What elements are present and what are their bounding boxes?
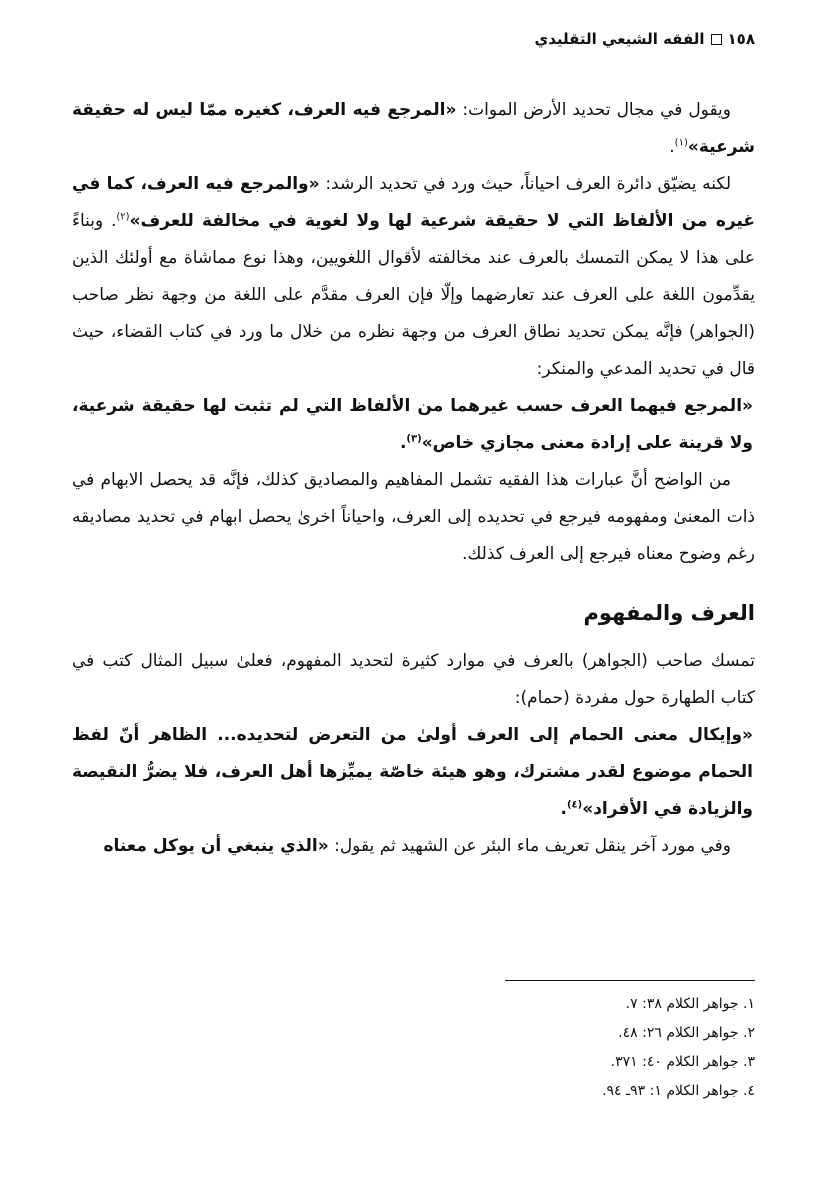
quote-text: «الذي ينبغي أن يوكل معناه bbox=[103, 836, 329, 856]
quote-text: «وإيكال معنى الحمام إلى العرف أولىٰ من التعرض لتحديده... الظاهر أنّ لفظ الحمام موضوع لقدر مشترك، وهو هيئة خاصّة يميِّزها أهل العرف، فلا يضرُّ النقيصة والزيادة في الأفراد» bbox=[72, 725, 753, 819]
quote-text: «والمرجع فيه العرف، كما في غيره من الألفاظ التي لا حقيقة شرعية لها ولا لغوية في مخالفة للعرف» bbox=[72, 174, 755, 231]
footnote-item: ٢. جواهر الكلام ٢٦: ٤٨. bbox=[618, 1025, 755, 1041]
paragraph-text: ويقول في مجال تحديد الأرض الموات: bbox=[456, 100, 731, 120]
footnote-ref-4: (٤) bbox=[566, 799, 583, 811]
paragraph-text: وبناءً على هذا لا يمكن التمسك بالعرف عند مخالفته لأقوال اللغويين، وهذا نوع مماشاة مع أولئك الذين يقدِّمون اللغة على العرف عند تعارضهما وإلّا فإن العرف مقدَّم على اللغة من وجهة نظر صاحب (الجواهر) فإنَّه يمكن تحديد نطاق العرف من وجهة نظره من خلال ما ورد في كتاب القضاء، حيث قال في تحديد المدعي والمنكر: bbox=[72, 211, 755, 379]
paragraph-dead-land: ويقول في مجال تحديد الأرض الموات: «المرجع فيه العرف، كغيره ممّا ليس له حقيقة شرعية»$^{(١)}$. bbox=[72, 100, 755, 157]
page-number: ١٥٨ bbox=[727, 30, 755, 48]
footnote-ref-1: (١) bbox=[674, 137, 688, 149]
quote-text: «المرجع فيهما العرف حسب غيرهما من الألفاظ التي لم تثبت لها حقيقة شرعية، ولا قرينة على إرادة معنى مجازي خاص» bbox=[72, 396, 753, 453]
footnote-item: ٤. جواهر الكلام ١: ٩٣ـ ٩٤. bbox=[602, 1083, 755, 1099]
section-heading: العرف والمفهوم bbox=[583, 601, 755, 625]
running-header bbox=[70, 30, 755, 48]
paragraph-hammam: تمسك صاحب (الجواهر) بالعرف في موارد كثيرة لتحديد المفهوم، فعلىٰ سبيل المثال كتب في كتاب الطهارة حول مفردة (حمام): bbox=[72, 651, 755, 708]
paragraph-text: لكنه يضيّق دائرة العرف احياناً، حيث ورد في تحديد الرشد: bbox=[319, 174, 731, 194]
header-square-ornament bbox=[711, 34, 722, 45]
paragraph-text: وفي مورد آخر ينقل تعريف ماء البئر عن الشهيد ثم يقول: bbox=[328, 836, 731, 856]
footnote-ref-3: (٣) bbox=[406, 433, 422, 445]
block-quote-hammam: «وإيكال معنى الحمام إلى العرف أولىٰ من التعرض لتحديده... الظاهر أنّ لفظ الحمام موضوع لقدر مشترك، وهو هيئة خاصّة يميِّزها أهل العرف، فلا يضرُّ النقيصة والزيادة في الأفراد»$^{(٤)}$. bbox=[72, 725, 753, 819]
block-quote-judiciary: «المرجع فيهما العرف حسب غيرهما من الألفاظ التي لم تثبت لها حقيقة شرعية، ولا قرينة على إرادة معنى مجازي خاص»$^{(٣)}$. bbox=[72, 396, 753, 453]
footnote-ref-2: (٢) bbox=[116, 211, 130, 223]
paragraph-well-water bbox=[72, 828, 755, 865]
footnotes-list bbox=[72, 990, 755, 1106]
page-body bbox=[72, 92, 755, 865]
quote-text: «المرجع فيه العرف، كغيره ممّا ليس له حقيقة شرعية» bbox=[72, 100, 755, 157]
footnote-item: ١. جواهر الكلام ٣٨: ٧. bbox=[625, 996, 755, 1012]
footnote-separator bbox=[505, 980, 755, 981]
paragraph-rushd: لكنه يضيّق دائرة العرف احياناً، حيث ورد في تحديد الرشد: «والمرجع فيه العرف، كما في غيره من الألفاظ التي لا حقيقة شرعية لها ولا لغوية في مخالفة للعرف»$^{(٢)}$. وبناءً على هذا لا يمكن التمسك بالعرف عند مخالفته لأقوال اللغويين، وهذا نوع مماشاة مع أولئك الذين يقدِّمون اللغة على العرف عند تعارضهما وإلّا فإن العرف مقدَّم على اللغة من وجهة نظر صاحب (الجواهر) فإنَّه يمكن تحديد نطاق العرف من وجهة نظره من خلال ما ورد في كتاب القضاء، حيث قال في تحديد المدعي والمنكر: bbox=[72, 174, 755, 379]
footnote-item: ٣. جواهر الكلام ٤٠: ٣٧١. bbox=[610, 1054, 755, 1070]
paragraph-concepts: من الواضح أنَّ عبارات هذا الفقيه تشمل المفاهيم والمصاديق كذلك، فإنَّه قد يحصل الابهام في ذات المعنىٰ ومفهومه فيرجع في تحديده إلى العرف، واحياناً اخرىٰ يحصل ابهام في تحديد مصاديقه رغم وضوح معناه فيرجع إلى العرف كذلك. bbox=[72, 470, 755, 564]
running-title: الفقه الشيعي التقليدي bbox=[534, 30, 705, 48]
